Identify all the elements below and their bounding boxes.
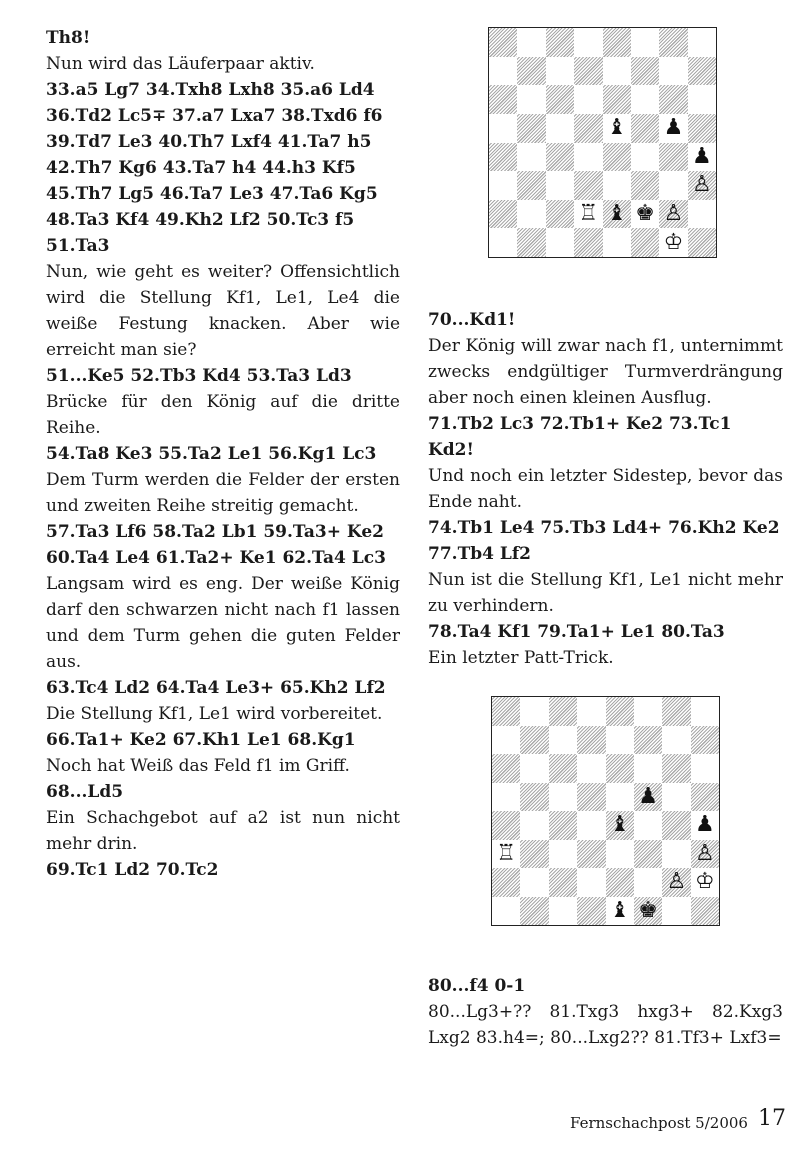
left-column (46, 25, 400, 883)
square-c7 (546, 57, 574, 86)
square-f5 (634, 783, 662, 812)
square-d6 (574, 85, 602, 114)
commentary-text: Und noch ein letzter Sidestep, bevor das Ende naht. (428, 466, 783, 512)
square-d5 (577, 783, 605, 812)
square-c5 (546, 114, 574, 143)
square-d1 (577, 897, 605, 926)
square-f6 (631, 85, 659, 114)
commentary-text: Brücke für den König auf die dritte Reihe. (46, 392, 400, 438)
square-d2 (574, 200, 602, 229)
square-d6 (577, 754, 605, 783)
square-e5 (606, 783, 634, 812)
square-h2 (691, 868, 719, 897)
page-number: 17 (758, 1106, 786, 1131)
commentary-text: Noch hat Weiß das Feld f1 im Griff. (46, 756, 350, 776)
commentary-text: Ein Schachgebot auf a2 ist nun nicht mehr drin. (46, 808, 400, 854)
square-e6 (603, 85, 631, 114)
square-g2 (659, 200, 687, 229)
right-column-upper (428, 307, 783, 671)
square-a3 (492, 840, 520, 869)
square-b5 (517, 114, 545, 143)
commentary-text: Nun, wie geht es weiter? Offensichtlich wird die Stellung Kf1, Le1, Le4 die weiße Festung knacken. Aber wie erreicht man sie? (46, 262, 400, 360)
square-a2 (489, 200, 517, 229)
chess-piece: ♙ (691, 172, 712, 198)
move-notation: 33.a5 Lg7 34.Txh8 Lxh8 35.a6 Ld4 36.Td2 Lc5∓ 37.a7 Lxa7 38.Txd6 f6 39.Td7 Le3 40.Th7 Lxf4 41.Ta7 h5 42.Th7 Kg6 43.Ta7 h4 44.h3 Kf5 45.Th7 Lg5 46.Ta7 Le3 47.Ta6 Kg5 48.Ta3 Kf4 49.Kh2 Lf2 50.Tc3 f5 51.Ta3 (46, 80, 383, 256)
move-notation: 71.Tb2 Lc3 72.Tb1+ Ke2 73.Tc1 Kd2! (428, 414, 732, 460)
square-a6 (489, 85, 517, 114)
square-d4 (574, 143, 602, 172)
chess-piece: ♙ (666, 869, 687, 895)
square-d8 (577, 697, 605, 726)
square-c4 (546, 143, 574, 172)
square-c2 (546, 200, 574, 229)
move-notation: 78.Ta4 Kf1 79.Ta1+ Le1 80.Ta3 (428, 622, 725, 642)
square-d5 (574, 114, 602, 143)
square-g4 (662, 811, 690, 840)
square-g7 (659, 57, 687, 86)
square-e4 (603, 143, 631, 172)
square-b1 (517, 228, 545, 257)
chess-piece: ♝ (609, 812, 630, 838)
square-h8 (691, 697, 719, 726)
square-a7 (489, 57, 517, 86)
square-c8 (549, 697, 577, 726)
square-e8 (603, 28, 631, 57)
footer-source: Fernschachpost 5/2006 (570, 1114, 748, 1132)
chess-piece: ♝ (606, 115, 627, 141)
square-b5 (520, 783, 548, 812)
chess-piece: ♙ (694, 840, 715, 866)
move-notation: 63.Tc4 Ld2 64.Ta4 Le3+ 65.Kh2 Lf2 (46, 678, 386, 698)
square-h5 (691, 783, 719, 812)
chess-piece: ♚ (638, 897, 658, 923)
square-f8 (631, 28, 659, 57)
commentary-text: Ein letzter Patt-Trick. (428, 648, 614, 668)
square-g2 (662, 868, 690, 897)
move-notation: 68...Ld5 (46, 782, 124, 802)
square-c2 (549, 868, 577, 897)
chess-piece: ♝ (609, 897, 630, 923)
square-d3 (574, 171, 602, 200)
commentary-text: Nun ist die Stellung Kf1, Le1 nicht mehr zu verhindern. (428, 570, 783, 616)
square-g8 (662, 697, 690, 726)
square-a2 (492, 868, 520, 897)
square-h1 (688, 228, 716, 257)
square-b1 (520, 897, 548, 926)
square-e7 (603, 57, 631, 86)
square-e5 (603, 114, 631, 143)
square-f2 (634, 868, 662, 897)
square-g6 (659, 85, 687, 114)
square-g5 (659, 114, 687, 143)
square-h1 (691, 897, 719, 926)
move-notation: 57.Ta3 Lf6 58.Ta2 Lb1 59.Ta3+ Ke2 60.Ta4 Le4 61.Ta2+ Ke1 62.Ta4 Lc3 (46, 522, 386, 568)
square-e7 (606, 726, 634, 755)
square-e6 (606, 754, 634, 783)
chess-piece: ♖ (496, 840, 517, 866)
square-f7 (634, 726, 662, 755)
square-f2 (631, 200, 659, 229)
right-column-lower (428, 973, 783, 1051)
square-f5 (631, 114, 659, 143)
square-d2 (577, 868, 605, 897)
square-d7 (574, 57, 602, 86)
move-notation: 74.Tb1 Le4 75.Tb3 Ld4+ 76.Kh2 Ke2 77.Tb4 Lf2 (428, 518, 780, 564)
square-h3 (688, 171, 716, 200)
square-h6 (688, 85, 716, 114)
square-b4 (520, 811, 548, 840)
square-b3 (520, 840, 548, 869)
chess-piece: ♚ (635, 201, 655, 227)
chess-piece: ♝ (606, 201, 627, 227)
chess-piece: ♔ (694, 869, 715, 895)
square-a1 (492, 897, 520, 926)
square-h6 (691, 754, 719, 783)
square-b8 (520, 697, 548, 726)
square-h7 (691, 726, 719, 755)
square-f4 (634, 811, 662, 840)
square-c6 (546, 85, 574, 114)
square-b3 (517, 171, 545, 200)
square-d1 (574, 228, 602, 257)
square-g1 (662, 897, 690, 926)
square-b4 (517, 143, 545, 172)
chess-piece: ♙ (663, 201, 684, 227)
square-a3 (489, 171, 517, 200)
commentary-text: Dem Turm werden die Felder der ersten und zweiten Reihe streitig gemacht. (46, 470, 400, 516)
square-f6 (634, 754, 662, 783)
square-a4 (489, 143, 517, 172)
square-f3 (631, 171, 659, 200)
square-h3 (691, 840, 719, 869)
square-d4 (577, 811, 605, 840)
square-e2 (603, 200, 631, 229)
square-g7 (662, 726, 690, 755)
square-c1 (549, 897, 577, 926)
chess-piece: ♟ (638, 783, 658, 809)
square-b6 (517, 85, 545, 114)
move-notation: 51...Ke5 52.Tb3 Kd4 53.Ta3 Ld3 (46, 366, 352, 386)
square-g6 (662, 754, 690, 783)
square-a4 (492, 811, 520, 840)
commentary-text: 80...Lg3+?? 81.Txg3 hxg3+ 82.Kxg3 Lxg2 83.h4=; 80...Lxg2?? 81.Tf3+ Lxf3= (428, 1002, 783, 1048)
chess-piece: ♔ (663, 229, 684, 255)
square-e3 (606, 840, 634, 869)
chess-piece: ♟ (694, 812, 715, 838)
square-h5 (688, 114, 716, 143)
move-notation: 66.Ta1+ Ke2 67.Kh1 Le1 68.Kg1 (46, 730, 356, 750)
square-a8 (492, 697, 520, 726)
square-e2 (606, 868, 634, 897)
square-e1 (606, 897, 634, 926)
square-g4 (659, 143, 687, 172)
square-a6 (492, 754, 520, 783)
square-h7 (688, 57, 716, 86)
square-d7 (577, 726, 605, 755)
square-d8 (574, 28, 602, 57)
square-d3 (577, 840, 605, 869)
square-a5 (489, 114, 517, 143)
square-g1 (659, 228, 687, 257)
square-b2 (517, 200, 545, 229)
square-e1 (603, 228, 631, 257)
square-c5 (549, 783, 577, 812)
commentary-text: Die Stellung Kf1, Le1 wird vorbereitet. (46, 704, 383, 724)
square-c1 (546, 228, 574, 257)
square-h4 (688, 143, 716, 172)
move-notation: 69.Tc1 Ld2 70.Tc2 (46, 860, 219, 880)
square-h4 (691, 811, 719, 840)
move-notation: 54.Ta8 Ke3 55.Ta2 Le1 56.Kg1 Lc3 (46, 444, 377, 464)
square-b7 (517, 57, 545, 86)
square-g3 (659, 171, 687, 200)
square-f1 (634, 897, 662, 926)
commentary-text: Der König will zwar nach f1, unternimmt zwecks endgültiger Turmverdrängung aber noch einen kleinen Ausflug. (428, 336, 783, 408)
square-h2 (688, 200, 716, 229)
square-a5 (492, 783, 520, 812)
move-notation: 70...Kd1! (428, 310, 516, 330)
square-e8 (606, 697, 634, 726)
square-c4 (549, 811, 577, 840)
chess-piece: ♖ (578, 201, 599, 227)
square-f4 (631, 143, 659, 172)
chess-diagram-2 (491, 696, 720, 926)
square-c6 (549, 754, 577, 783)
chess-piece: ♟ (663, 115, 684, 141)
square-g5 (662, 783, 690, 812)
square-e3 (603, 171, 631, 200)
square-f8 (634, 697, 662, 726)
square-f7 (631, 57, 659, 86)
square-c3 (546, 171, 574, 200)
square-c7 (549, 726, 577, 755)
square-a8 (489, 28, 517, 57)
square-h8 (688, 28, 716, 57)
square-c8 (546, 28, 574, 57)
square-a7 (492, 726, 520, 755)
square-g8 (659, 28, 687, 57)
square-b7 (520, 726, 548, 755)
chess-diagram-1 (488, 27, 717, 258)
commentary-text: Langsam wird es eng. Der weiße König darf den schwarzen nicht nach f1 lassen und dem Turm gehen die guten Felder aus. (46, 574, 400, 672)
commentary-text: Nun wird das Läuferpaar aktiv. (46, 54, 315, 74)
move-notation: Th8! (46, 28, 91, 48)
square-f3 (634, 840, 662, 869)
square-f1 (631, 228, 659, 257)
square-e4 (606, 811, 634, 840)
chess-piece: ♟ (691, 143, 712, 169)
square-c3 (549, 840, 577, 869)
square-b6 (520, 754, 548, 783)
square-b2 (520, 868, 548, 897)
move-notation: 80...f4 0-1 (428, 976, 526, 996)
square-g3 (662, 840, 690, 869)
square-b8 (517, 28, 545, 57)
square-a1 (489, 228, 517, 257)
